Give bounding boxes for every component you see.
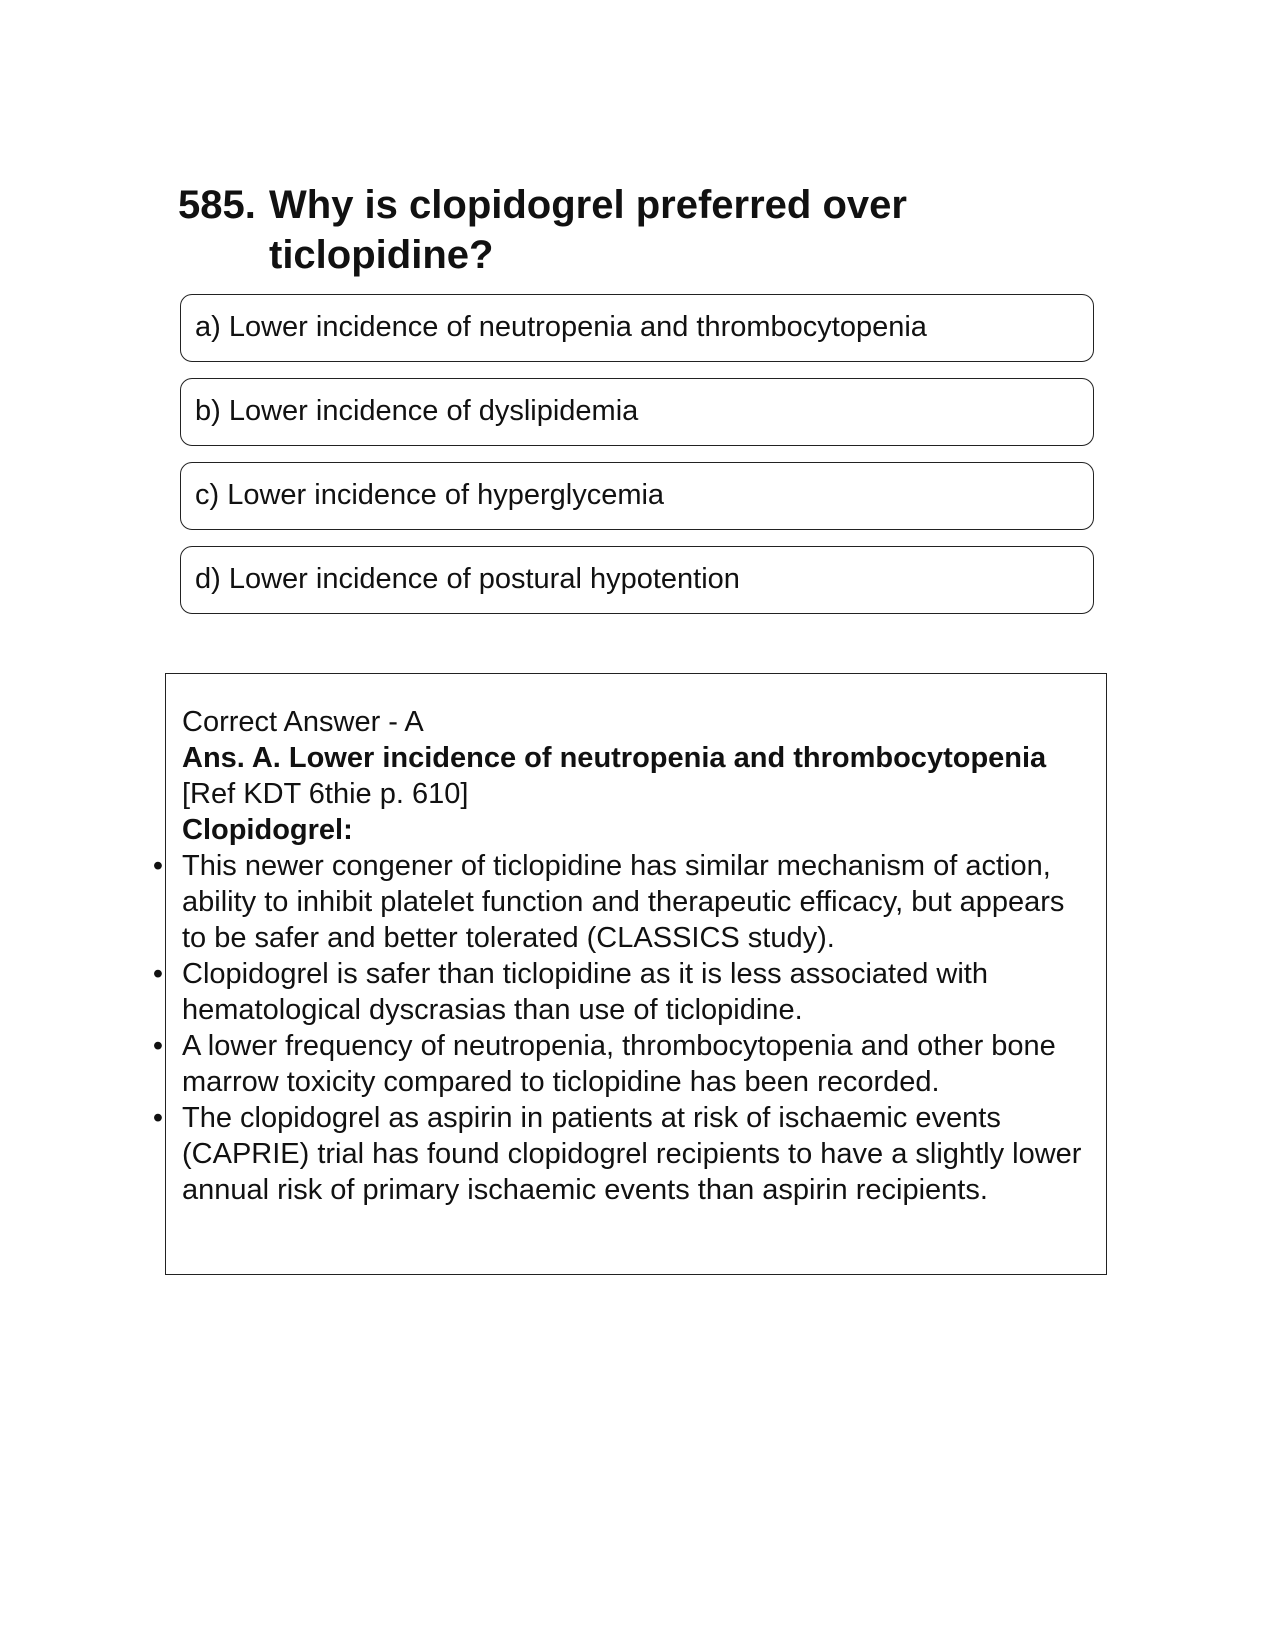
answer-headline: Ans. A. Lower incidence of neutropenia and thrombocytopenia — [182, 742, 1047, 774]
answer-reference: [Ref KDT 6thie p. 610] — [182, 778, 469, 810]
answer-subheading: Clopidogrel: — [182, 814, 353, 846]
answer-explanation-box — [152, 673, 1107, 1275]
list-item — [152, 848, 1092, 956]
option-a[interactable]: a) Lower incidence of neutropenia and thrombocytopenia — [180, 294, 1094, 362]
option-d[interactable]: d) Lower incidence of postural hypotention — [180, 546, 1094, 614]
explanation-list — [152, 848, 1092, 1208]
question-text: Why is clopidogrel preferred over ticlopidine? — [269, 183, 907, 277]
bullet-icon: • — [152, 958, 164, 990]
list-item — [152, 956, 1092, 1028]
list-item-text: Clopidogrel is safer than ticlopidine as it is less associated with hematological dyscrasias than use of ticlopidine. — [182, 958, 988, 1026]
list-item-text: The clopidogrel as aspirin in patients at risk of ischaemic events (CAPRIE) trial has found clopidogrel recipients to have a slightly lower annual risk of primary ischaemic events than aspirin recipients. — [182, 1102, 1082, 1206]
option-c[interactable]: c) Lower incidence of hyperglycemia — [180, 462, 1094, 530]
correct-answer: Correct Answer - A — [182, 706, 424, 738]
bullet-icon: • — [152, 1102, 164, 1134]
list-item — [152, 1100, 1092, 1208]
question-number: 585. — [178, 183, 256, 227]
list-item-text: A lower frequency of neutropenia, thrombocytopenia and other bone marrow toxicity compared to ticlopidine has been recorded. — [182, 1030, 1056, 1098]
list-item — [152, 1028, 1092, 1100]
option-b[interactable]: b) Lower incidence of dyslipidemia — [180, 378, 1094, 446]
list-item-text: This newer congener of ticlopidine has similar mechanism of action, ability to inhibit platelet function and therapeutic efficacy, but appears to be safer and better tolerated (CLASSICS study). — [182, 850, 1065, 954]
question-heading — [178, 180, 1078, 280]
answer-options — [180, 294, 1094, 630]
bullet-icon: • — [152, 850, 164, 882]
bullet-icon: • — [152, 1030, 164, 1062]
